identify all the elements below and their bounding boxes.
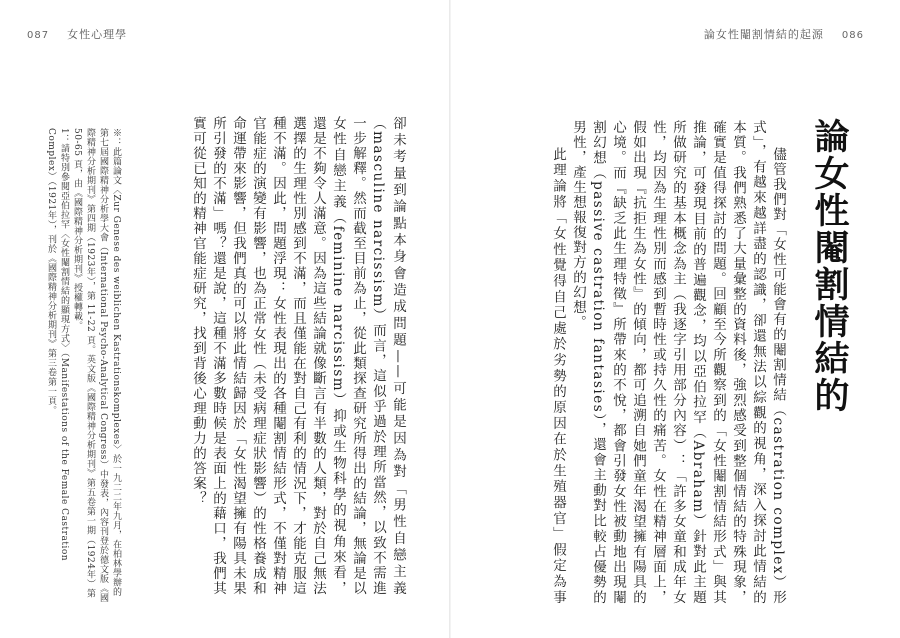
footnote: 1：請特別參閱亞伯拉罕〈女性閹割情結的顯現方式〉（Manifestations of the Female Castration Complex）（1921年），刊於《國際精神分析期刊》第三卷第一頁。 [46,128,69,562]
left-page-number: 087 [27,30,50,41]
right-page-number: 086 [841,30,864,41]
right-running-header [704,26,864,42]
left-page-body [142,116,408,596]
footnote: ※：此篇論文〈Zur Genese des weiblichen Kastrationskomplexes〉於一九二二年九月，在柏林學辦的第七屆國際精神分析學大會（International Psycho-Analytical Congress）中發表，內容刊登於德文版《國際精神分析期刊》第四期（1923年），第 11-22 頁。英文版《國際精神分析期刊》第五卷第一期（1924年）第 50-65 頁，由《國際精神分析期刊》授權轉載。 [72,128,121,603]
left-running-header [27,26,127,42]
paragraph: 儘管我們對「女性可能會有的閹割情結（castration complex）形式」，有越來越詳盡的認識，卻還無法以綜觀的視角，深入探討此情結的本質。我們熟悉了大量彙整的資料後，強烈感受到整個情結的特殊現象，確實是值得探討的問題。回顧至今所觀察到的「女性閹割情結形式」與其推論，可發現目前的普遍觀念，均以亞伯拉罕（Abraham）針對此主題所做研究的基本概念為主（我逐字引用部分內容）：「許多女童和成年女性，均因為生理性別而感到暫時性或持久性的痛苦。女性在精神層面上，假如出現『抗拒生為女性』的傾向，都可追溯自她們童年渴望擁有陽具的心境。而『缺乏此生理特徵』所帶來的不悅，都會引發女性被動地出現閹割幻想（passive castration fantasies），還會主動對比較占優勢的男性，產生想報復對方的幻想。 [570,120,786,605]
paragraph: 此理論將「女性覺得自己處於劣勢的原因在於生殖器官」假定為事 [550,147,566,605]
page-gutter [449,0,451,638]
chapter-title [800,118,858,448]
right-page-body [548,120,788,605]
chapter-title-text: 論女性閹割情結的 [809,118,850,414]
paragraph: 卻未考量到論點本身會造成問題——可能是因為對「男性自戀主義（masculine narcissism）而言，這似乎過於理所當然，以致不需進一步解釋。然而截至目前為止，從此類探查研究所得出的結論，無論是以女性自戀主義（feminine narcissism）抑或生物科學的視角來看，還是不夠令人滿意。因為這些結論就像斷言有半數的人類，對於自己無法選擇的生理性別感到不滿，而且僅能在對自己有利的情況下，才能克服這種不滿。因此，問題浮現：女性表現出的各種閹割情結形式，不僅對精神官能症的演變有影響，也為正常女性（未受病理症狀影響）的性格養成和命運帶來影響，但我們真的可以將此情結歸因於「女性渴望擁有陽具未果所引發的不滿」嗎？還是說，這種不滿多數時候是表面上的藉口，我們其實可從已知的精神官能症研究，找到背後心理動力的答案？ [190,116,406,596]
book-title: 女性心理學 [67,28,128,41]
chapter-running-title: 論女性閹割情結的起源 [703,28,824,41]
footnotes [34,128,122,604]
